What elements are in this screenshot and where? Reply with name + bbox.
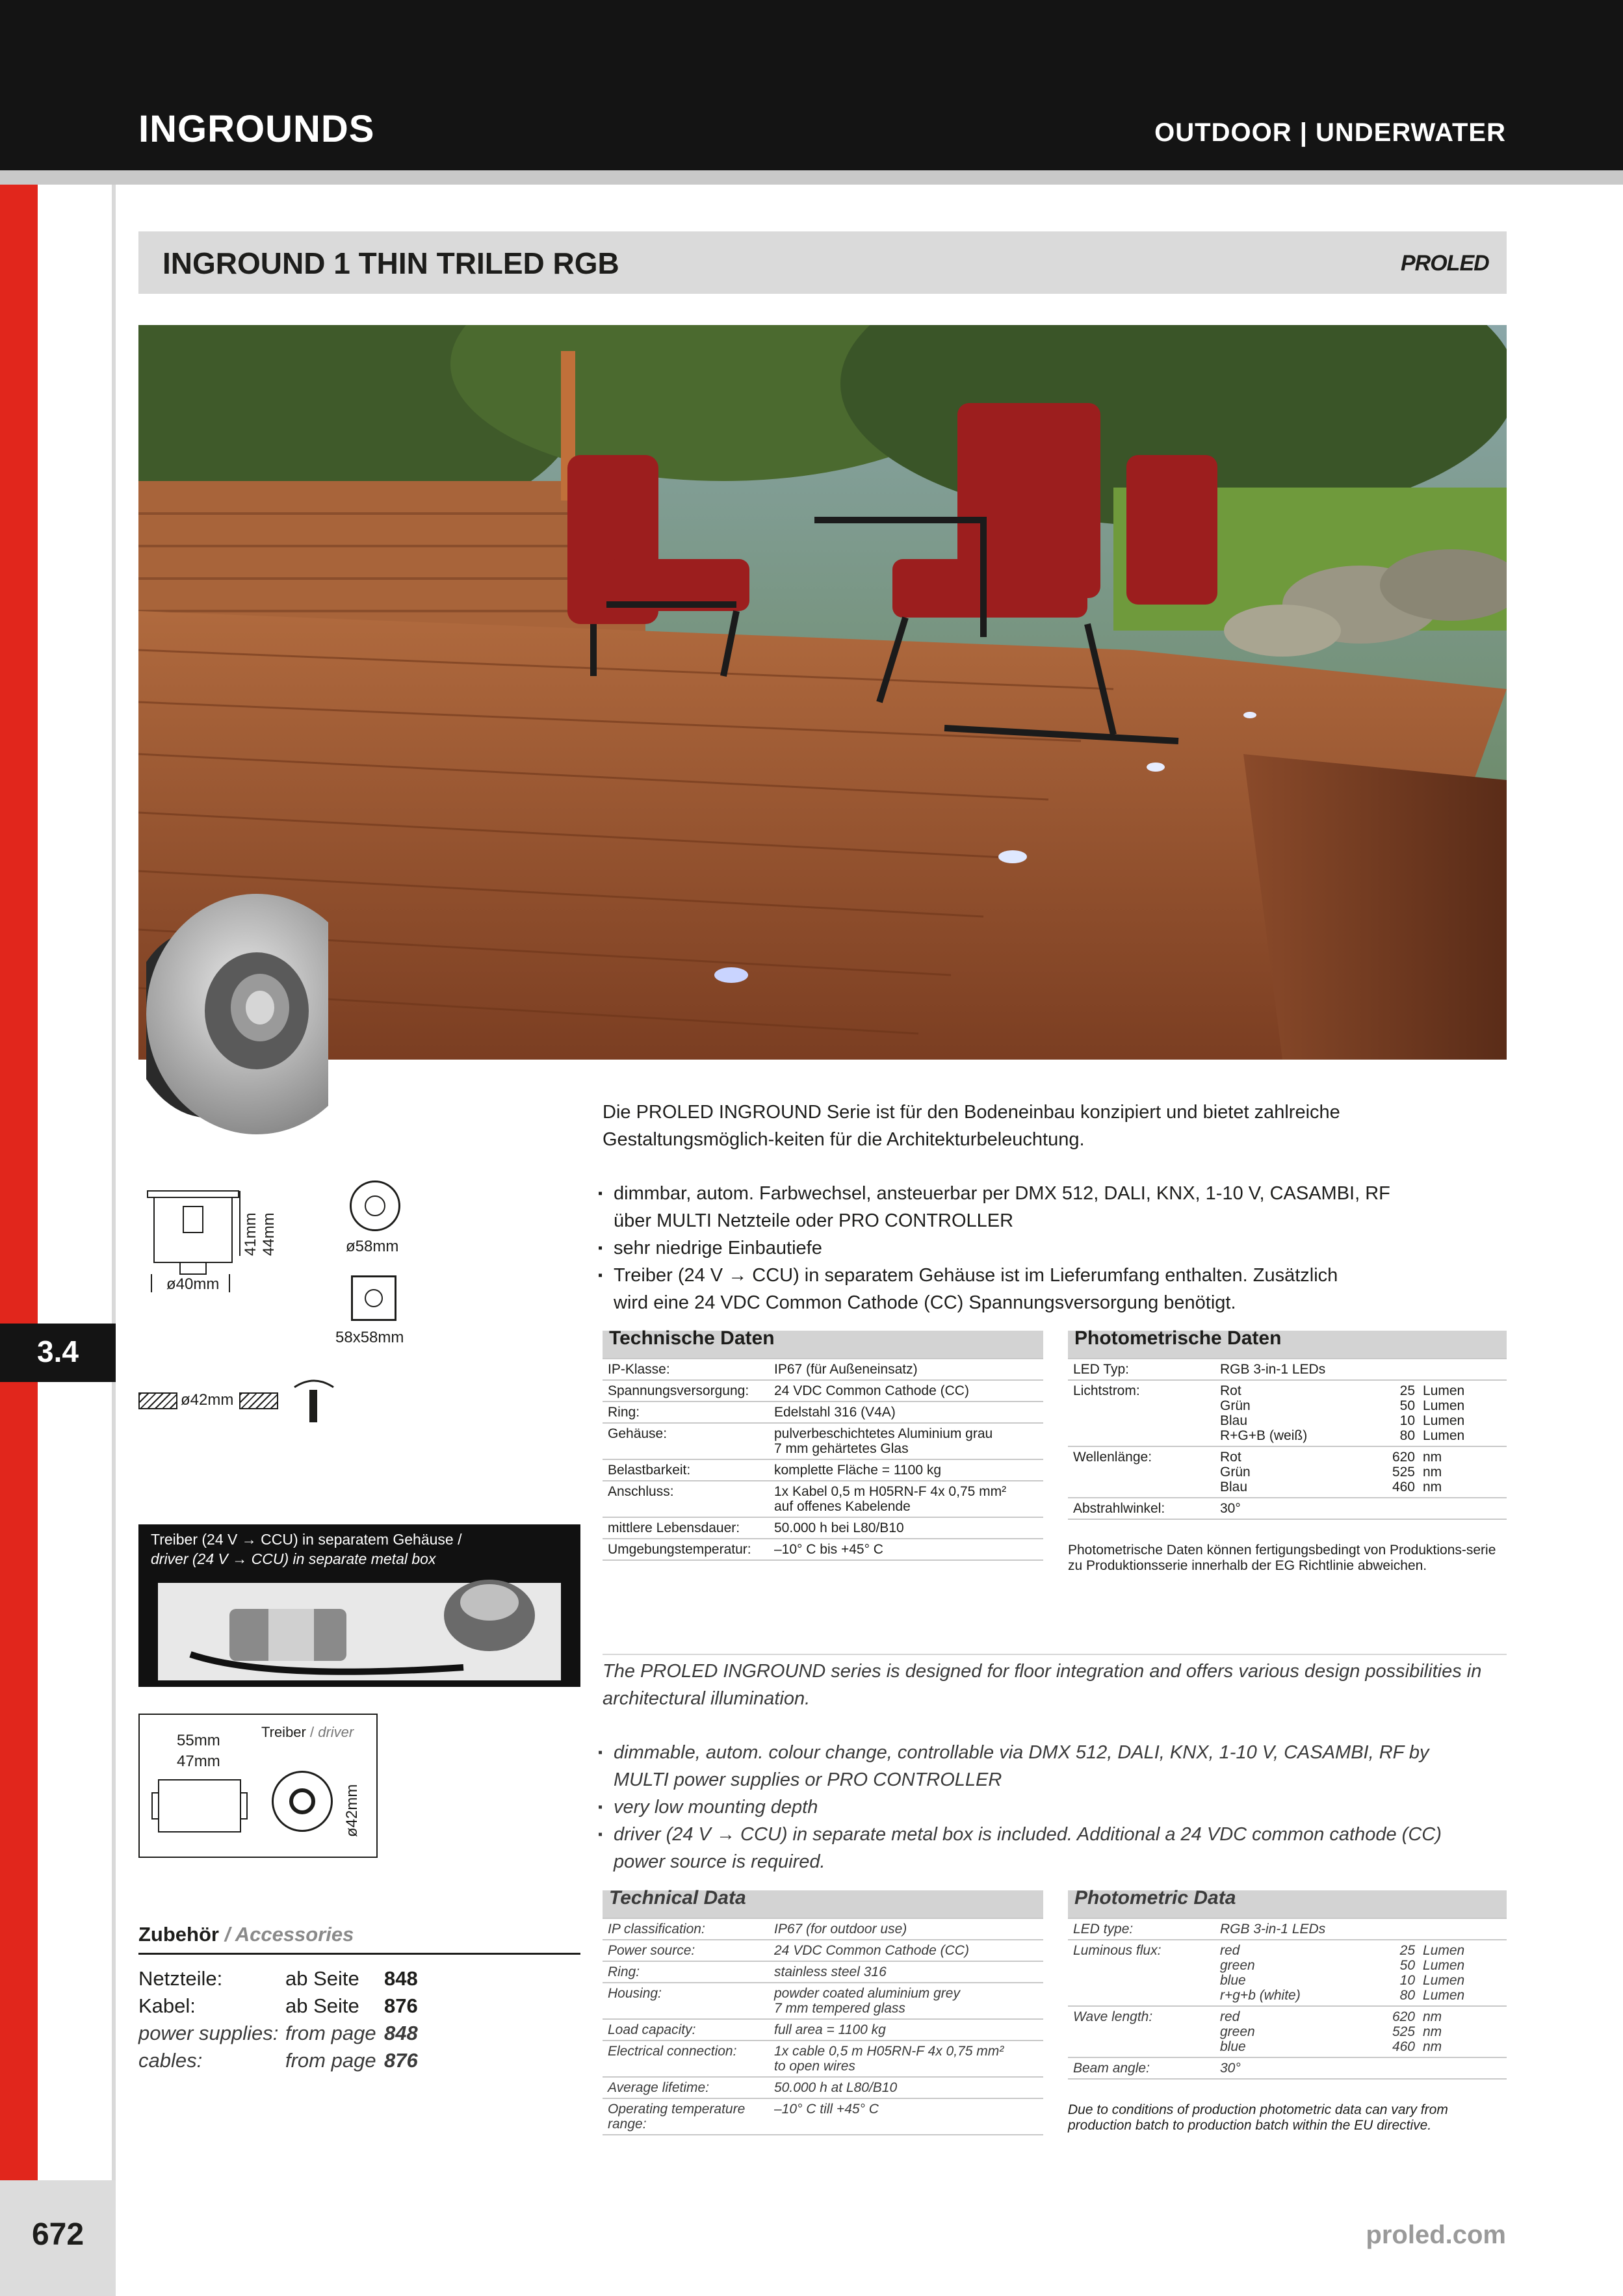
body-diameter-rule: [151, 1274, 152, 1292]
wave-row: Blau 460 nm: [1220, 1480, 1442, 1494]
feature-de-3: ▪ Treiber (24 V → CCU) in separatem Gehäuse ist im Lieferumfang enthalten. Zusätzlich wird eine 24 VDC Common Cathode (CC) Spannungsversorgung benötigt.: [598, 1262, 1374, 1316]
table-row: Abstrahlwinkel: 30°: [1068, 1498, 1507, 1519]
side-section-svg: [144, 1187, 242, 1278]
table-row: Lichtstrom: Rot 25 Lumen Grün 50 Lumen Blau 10 Lumen R+G+B (weiß) 80 Lumen: [1068, 1380, 1507, 1446]
clip-svg: [291, 1374, 337, 1426]
accessories-title-de: Zubehör: [138, 1923, 219, 1946]
height-44-label: 44mm: [260, 1212, 278, 1256]
driver-front-inner: [289, 1788, 315, 1814]
accessories-title-sep: /: [219, 1923, 235, 1946]
driver-label: [261, 1724, 354, 1741]
tech-table-de: [603, 1327, 1043, 1561]
section-number: 3.4: [37, 1335, 79, 1368]
brand-logo: PROLED: [1401, 251, 1489, 276]
tech-title-en: Technical Data: [603, 1890, 1043, 1918]
table-row: LED type: RGB 3-in-1 LEDs: [1068, 1918, 1507, 1940]
wave-row: Grün 525 nm: [1220, 1465, 1442, 1480]
square-ring-label: 58x58mm: [335, 1329, 404, 1346]
chapter-title: INGROUNDS: [138, 108, 375, 150]
driver-length-47: 47mm: [177, 1753, 220, 1770]
table-row: Power source: 24 VDC Common Cathode (CC): [603, 1940, 1043, 1961]
table-row: Load capacity: full area = 1100 kg: [603, 2019, 1043, 2041]
feature-en-3: ▪ driver (24 V → CCU) in separate metal box is included. Additional a 24 VDC common cathode (CC) power source is required.: [598, 1821, 1498, 1875]
hero-photo: [138, 325, 1507, 1060]
table-row: Average lifetime: 50.000 h at L80/B10: [603, 2077, 1043, 2098]
photometric-note-de: Photometrische Daten können fertigungsbedingt von Produktions-serie zu Produktionsserie innerhalb der EG Richtlinie abweichen.: [1068, 1543, 1496, 1573]
page-link[interactable]: 848: [384, 2022, 418, 2044]
driver-front-drawing: [272, 1771, 333, 1832]
accessory-row: cables: from page 876: [138, 2049, 418, 2072]
height-41-label: 41mm: [242, 1212, 259, 1256]
height-dim-line: [239, 1191, 240, 1256]
side-section-drawing: [144, 1187, 242, 1278]
accessory-row: power supplies: from page 848: [138, 2022, 418, 2044]
deck-scene-illustration: [138, 325, 1507, 1060]
flux-cell-en: [1215, 1940, 1507, 2006]
feature-de-1: ▪ dimmbar, autom. Farbwechsel, ansteuerbar per DMX 512, DALI, KNX, 1-10 V, CASAMBI, RF über MULTI Netzteile oder PRO CONTROLLER: [598, 1180, 1420, 1234]
chapter-category: OUTDOOR | UNDERWATER: [1154, 118, 1506, 147]
feature-en-1: ▪ dimmable, autom. colour change, controllable via DMX 512, DALI, KNX, 1-10 V, CASAMBI, RF by MULTI power supplies or PRO CONTROLLER: [598, 1739, 1452, 1794]
wave-cell-en: [1215, 2006, 1507, 2057]
driver-caption-de: Treiber (24 V → CCU) in separatem Gehäuse /: [151, 1531, 462, 1548]
round-ring-label: ø58mm: [346, 1238, 399, 1255]
cutout-label: ø42mm: [181, 1391, 234, 1409]
driver-caption-en: driver (24 V → CCU) in separate metal box: [151, 1550, 436, 1567]
table-row: Gehäuse: pulverbeschichtetes Aluminium grau 7 mm gehärtetes Glas: [603, 1423, 1043, 1459]
table-row: Operating temperature range: –10° C till +45° C: [603, 2098, 1043, 2135]
page-link[interactable]: 876: [384, 2049, 418, 2072]
accent-stripe: [0, 185, 38, 2180]
cutout-hatch-left: [138, 1392, 177, 1409]
flux-row: Grün 50 Lumen: [1220, 1398, 1465, 1413]
table-row: Ring: Edelstahl 316 (V4A): [603, 1402, 1043, 1423]
square-ring-drawing: [351, 1275, 396, 1321]
flux-row: green 50 Lumen: [1220, 1958, 1465, 1973]
english-divider: [603, 1654, 1507, 1655]
tech-title-de: Technische Daten: [603, 1331, 1043, 1359]
square-ring-glass: [365, 1289, 383, 1307]
product-fixture-photo: [133, 845, 328, 1170]
flux-row: Blau 10 Lumen: [1220, 1413, 1465, 1428]
flux-row: blue 10 Lumen: [1220, 1973, 1465, 1988]
body-diameter-rule-right: [229, 1274, 230, 1292]
flux-row: red 25 Lumen: [1220, 1943, 1465, 1958]
cutout-hatch-right: [239, 1392, 278, 1409]
photo-title-en: Photometric Data: [1068, 1890, 1507, 1918]
driver-label-en: driver: [318, 1724, 354, 1740]
page-number: 672: [31, 2217, 84, 2252]
table-row: Umgebungstemperatur: –10° C bis +45° C: [603, 1539, 1043, 1560]
accessory-row: Netzteile: ab Seite 848: [138, 1967, 418, 1990]
table-row: Electrical connection: 1x cable 0,5 m H05RN-F 4x 0,75 mm² to open wires: [603, 2041, 1043, 2077]
flux-row: Rot 25 Lumen: [1220, 1383, 1465, 1398]
driver-side-drawing: [151, 1773, 248, 1838]
driver-diameter-label: ø42mm: [343, 1784, 361, 1837]
intro-de: Die PROLED INGROUND Serie ist für den Bodeneinbau konzipiert und bietet zahlreiche Gestaltungsmöglich-keiten für die Architekturbeleuchtung.: [603, 1102, 1340, 1150]
accessories-title-en: Accessories: [235, 1923, 354, 1946]
table-row: Ring: stainless steel 316: [603, 1961, 1043, 1983]
round-ring-glass: [365, 1195, 385, 1216]
feature-list-en: [598, 1739, 1507, 1875]
header-divider: [0, 170, 1623, 185]
photometric-note-en: Due to conditions of production photometric data can vary from production batch to production batch within the EU directive.: [1068, 2102, 1448, 2133]
table-row: IP-Klasse: IP67 (für Außeneinsatz): [603, 1359, 1043, 1380]
accessories-rule: [138, 1953, 580, 1955]
photo-title-de: Photometrische Daten: [1068, 1331, 1507, 1359]
flux-cell-de: [1215, 1380, 1507, 1446]
wave-row: red 620 nm: [1220, 2009, 1442, 2024]
page-link[interactable]: 876: [384, 1994, 418, 2017]
wave-row: Rot 620 nm: [1220, 1450, 1442, 1465]
mounting-clip-drawing: [291, 1374, 337, 1426]
table-row: Luminous flux: red 25 Lumen green 50 Lumen blue 10 Lumen r+g+b (white) 80 Lumen: [1068, 1940, 1507, 2006]
driver-photo: [138, 1524, 580, 1687]
accessories-heading: [138, 1923, 354, 1946]
table-row: Spannungsversorgung: 24 VDC Common Cathode (CC): [603, 1380, 1043, 1402]
driver-label-sep: /: [305, 1724, 318, 1740]
table-row: mittlere Lebensdauer: 50.000 h bei L80/B10: [603, 1517, 1043, 1539]
driver-side-svg: [151, 1773, 248, 1838]
table-row: Beam angle: 30°: [1068, 2057, 1507, 2079]
feature-list-de: [598, 1180, 1507, 1316]
flux-row: r+g+b (white) 80 Lumen: [1220, 1988, 1465, 2003]
wave-cell-de: [1215, 1446, 1507, 1498]
product-title: INGROUND 1 THIN TRILED RGB: [162, 246, 619, 280]
table-row: Anschluss: 1x Kabel 0,5 m H05RN-F 4x 0,75 mm² auf offenes Kabelende: [603, 1481, 1043, 1517]
driver-illustration: [138, 1524, 580, 1687]
wave-row: green 525 nm: [1220, 2024, 1442, 2039]
table-row: IP classification: IP67 (for outdoor use): [603, 1918, 1043, 1940]
intro-en: The PROLED INGROUND series is designed for floor integration and offers various design possibilities in architectural illumination.: [603, 1661, 1482, 1709]
table-row: LED Typ: RGB 3-in-1 LEDs: [1068, 1359, 1507, 1380]
feature-de-2: ▪ sehr niedrige Einbautiefe: [598, 1234, 1507, 1262]
table-row: Wellenlänge: Rot 620 nm Grün 525 nm Blau 460 nm: [1068, 1446, 1507, 1498]
photo-table-de: [1068, 1327, 1507, 1520]
feature-en-2: ▪ very low mounting depth: [598, 1794, 1507, 1821]
margin-rule: [112, 185, 116, 2296]
flux-row: R+G+B (weiß) 80 Lumen: [1220, 1428, 1465, 1443]
photo-table-en: [1068, 1887, 1507, 2080]
driver-length-55: 55mm: [177, 1732, 220, 1749]
body-diameter-label: ø40mm: [166, 1275, 220, 1293]
fixture-illustration: [133, 845, 328, 1170]
table-row: Housing: powder coated aluminium grey 7 mm tempered glass: [603, 1983, 1043, 2019]
driver-label-de: Treiber: [261, 1724, 306, 1740]
round-ring-drawing: [350, 1181, 400, 1231]
footer-website[interactable]: proled.com: [1366, 2221, 1506, 2249]
wave-row: blue 460 nm: [1220, 2039, 1442, 2054]
table-row: Belastbarkeit: komplette Fläche = 1100 kg: [603, 1459, 1043, 1481]
accessory-row: Kabel: ab Seite 876: [138, 1994, 418, 2017]
table-row: Wave length: red 620 nm green 525 nm blue 460 nm: [1068, 2006, 1507, 2057]
tech-table-en: [603, 1887, 1043, 2135]
page-link[interactable]: 848: [384, 1967, 418, 1990]
